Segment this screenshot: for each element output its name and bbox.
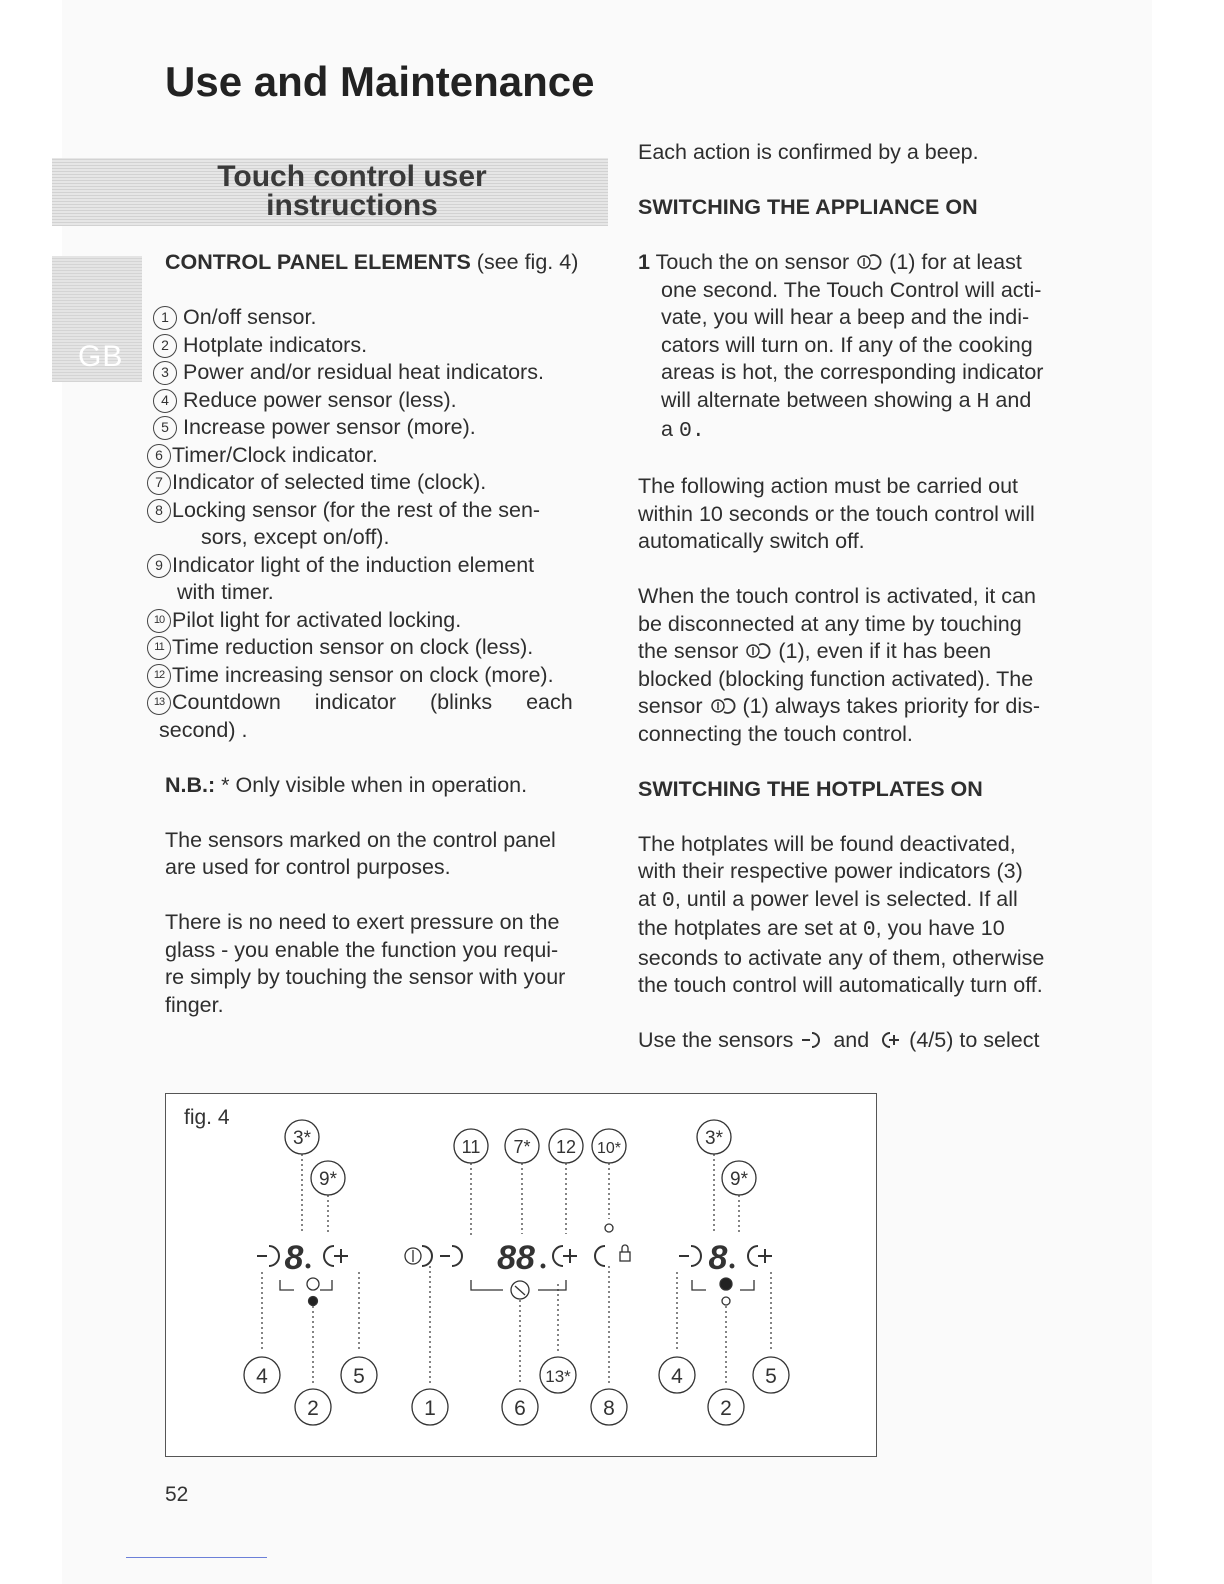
paragraph: The following action must be carried out within 10 seconds or the touch control will automatically switch off. [638, 474, 1035, 553]
callout-10 [592, 1129, 626, 1163]
svg-text:10*: 10* [596, 1140, 622, 1157]
control-panel-heading: CONTROL PANEL ELEMENTS (see fig. 4) [165, 250, 579, 274]
paragraph: There is no need to exert pressure on the glass - you enable the function you requi- re simply by touching the sensor with your finger. [165, 910, 566, 1017]
list-item: 8 Locking sensor (for the rest of the sen- sors, except on/off). [147, 497, 608, 552]
list-item: 9 Indicator light of the induction element with timer. [147, 552, 608, 607]
list-item: 11 Time reduction sensor on clock (less). [147, 634, 608, 662]
control-panel-list [153, 304, 608, 744]
list-item: 2 Hotplate indicators. [153, 332, 608, 360]
figure-4 [165, 1093, 877, 1457]
callout-7 [505, 1129, 539, 1163]
list-item: 6 Timer/Clock indicator. [147, 442, 608, 470]
svg-text:11: 11 [461, 1137, 481, 1157]
right-hotplate-control [679, 1239, 772, 1305]
left-hotplate-control [257, 1239, 348, 1306]
section-banner [52, 158, 608, 226]
svg-text:8: 8 [284, 1239, 304, 1277]
callout-6 [502, 1389, 538, 1425]
svg-text:3*: 3* [293, 1128, 311, 1149]
heading-hotplates-on: SWITCHING THE HOTPLATES ON [638, 776, 983, 801]
svg-text:9*: 9* [730, 1169, 748, 1190]
svg-text:88: 88 [497, 1239, 535, 1277]
svg-text:13*: 13* [545, 1367, 571, 1386]
list-item: 12 Time increasing sensor on clock (more). [147, 662, 608, 690]
heading-switch-on: SWITCHING THE APPLIANCE ON [638, 195, 978, 219]
callout-11 [454, 1129, 488, 1163]
svg-text:7*: 7* [513, 1137, 531, 1157]
callout-5-left [341, 1357, 377, 1393]
page-number: 52 [165, 1483, 189, 1506]
callout-1 [412, 1389, 448, 1425]
list-item: 13 Countdown indicator (blinks each second) . [147, 689, 608, 744]
svg-text:8: 8 [708, 1239, 728, 1277]
svg-text:3*: 3* [705, 1128, 723, 1149]
callout-5-right [753, 1357, 789, 1393]
page-title: Use and Maintenance [165, 58, 595, 105]
on-off-sensor-icon [709, 696, 737, 716]
svg-text:2: 2 [307, 1397, 319, 1420]
paragraph: Use the sensors and (4/5) to select [638, 1028, 1040, 1052]
list-item: 3 Power and/or residual heat indicators. [153, 359, 608, 387]
svg-text:12: 12 [555, 1137, 577, 1157]
list-item: 1 On/off sensor. [153, 304, 608, 332]
control-panel-diagram [166, 1094, 876, 1456]
on-off-sensor-icon [855, 252, 883, 272]
list-item: 7 Indicator of selected time (clock). [147, 469, 608, 497]
callout-8 [591, 1389, 627, 1425]
language-tab [52, 256, 142, 382]
callout-2-left [295, 1389, 331, 1425]
paragraph: The hotplates will be found deactivated, with their respective power indicators (3) at 0, until a power level is selected. If all the hotplates are set at 0, you have 10 seconds to activate any of them, otherwise the touch control will automatically turn off. [638, 831, 1045, 997]
svg-text:8: 8 [603, 1397, 615, 1420]
minus-sensor-icon [799, 1030, 827, 1050]
paragraph: The sensors marked on the control panel are used for control purposes. [165, 827, 556, 879]
plus-sensor-icon [875, 1030, 903, 1050]
callout-3-left [285, 1120, 319, 1154]
callout-4-left [244, 1357, 280, 1393]
svg-text:1: 1 [424, 1397, 436, 1420]
svg-text:4: 4 [256, 1365, 268, 1388]
footer-link-underline[interactable] [126, 1557, 267, 1558]
callout-9-right [722, 1161, 756, 1195]
list-item: 10 Pilot light for activated locking. [147, 607, 608, 635]
callout-9-left [311, 1161, 345, 1195]
callout-4-right [659, 1357, 695, 1393]
figure-label: fig. 4 [184, 1106, 230, 1129]
callout-13 [540, 1357, 576, 1393]
paragraph: When the touch control is activated, it can be disconnected at any time by touching the sensor (1), even if it has been blocked (blocking function activated). The sensor (1) always takes priority for dis- connecting the touch control. [638, 584, 1041, 746]
callout-12 [549, 1129, 583, 1163]
on-off-sensor-icon [744, 641, 772, 661]
svg-text:6: 6 [514, 1397, 526, 1420]
callout-2-right [708, 1389, 744, 1425]
svg-text:5: 5 [765, 1365, 777, 1388]
callout-3-right [697, 1120, 731, 1154]
svg-text:5: 5 [353, 1365, 365, 1388]
list-item: 4 Reduce power sensor (less). [153, 387, 608, 415]
note: N.B.: * Only visible when in operation. [165, 772, 528, 797]
svg-text:4: 4 [671, 1365, 683, 1388]
center-timer-control [405, 1239, 630, 1299]
svg-text:9*: 9* [319, 1169, 337, 1190]
language-tab-label: GB [78, 340, 124, 373]
left-column [153, 249, 608, 1019]
list-item: 5 Increase power sensor (more). [153, 414, 608, 442]
step-1: 1 Touch the on sensor (1) for at least one second. The Touch Control will acti- vate, you will hear a beep and the indi- cators will turn on. If any of the cooking areas is hot, the corresponding indicator will alternate between showing a H and a 0. [638, 250, 1044, 443]
intro-text: Each action is confirmed by a beep. [638, 140, 979, 164]
right-column [638, 139, 1082, 1055]
section-title: Touch control user instructions [217, 160, 487, 222]
svg-text:2: 2 [720, 1397, 732, 1420]
